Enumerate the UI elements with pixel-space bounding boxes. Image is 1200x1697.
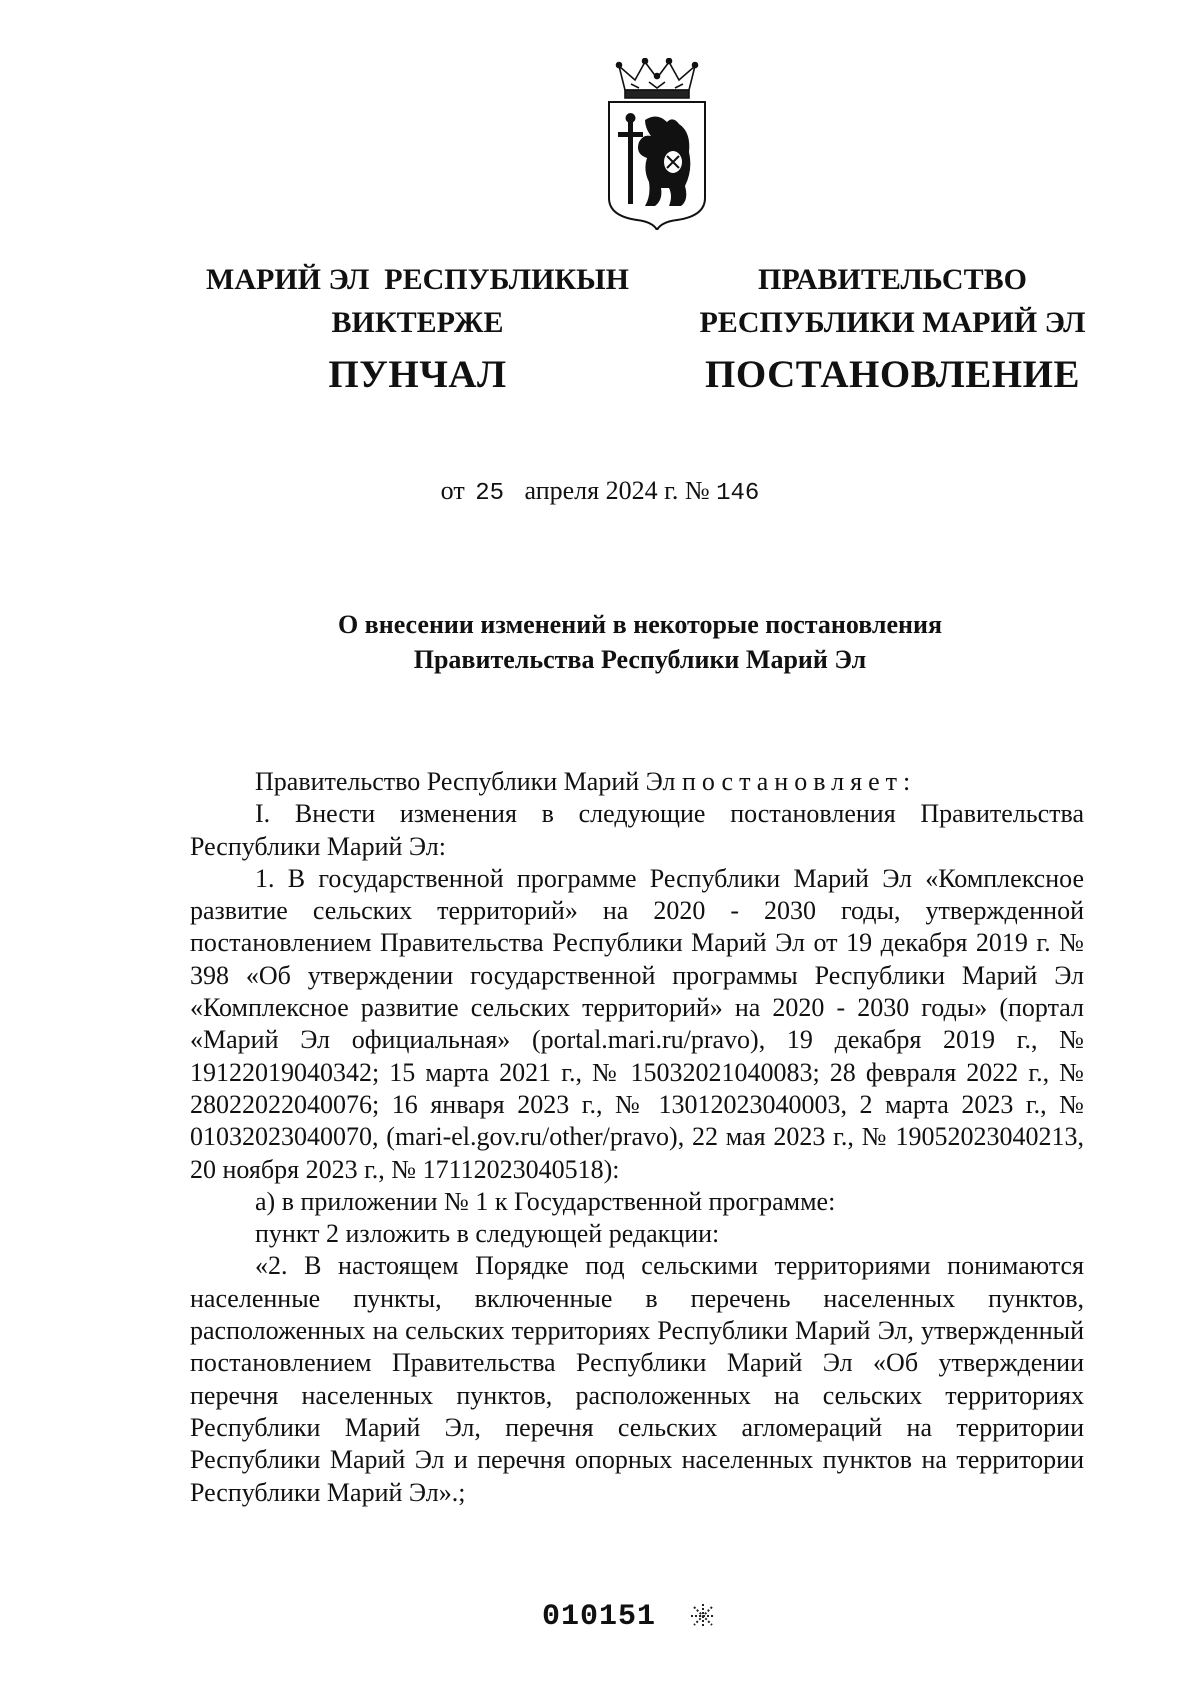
header-right-doc-type: ПОСТАНОВЛЕНИЕ	[704, 353, 1080, 396]
resolves-colon: :	[902, 767, 911, 796]
asterisk-mark-icon	[690, 1603, 716, 1629]
resolves-spaced-word: постановляет	[681, 767, 903, 796]
title-line2: Правительства Республики Марий Эл	[413, 645, 867, 674]
header-right-line1: ПРАВИТЕЛЬСТВО	[758, 263, 1027, 296]
date-prefix: от	[440, 476, 465, 505]
header-left-line2: ВИКТЕРЖЕ	[331, 306, 504, 339]
document-title	[190, 607, 1090, 677]
document-date-number	[0, 476, 1200, 507]
header-left-doc-type: ПУНЧАЛ	[328, 353, 507, 396]
coat-of-arms-emblem	[605, 58, 709, 230]
document-number: 146	[716, 480, 760, 507]
serial-number-stamp: 010151	[542, 1600, 657, 1634]
body-paragraph-2: 1. В государственной программе Республики Марий Эл «Комплексное развитие сельских территорий» на 2020 - 2030 годы, утвержденной постановлением Правительства Республики Марий Эл от 19 декабря 2019 г. № 398 «Об утверждении государственной программы Республики Марий Эл «Комплексное развитие сельских территорий» на 2020 - 2030 годы» (портал «Марий Эл официальная» (portal.mari.ru/pravo), 19 декабря 2019 г., № 19122019040342; 15 марта 2021 г., № 15032021040083; 28 февраля 2022 г., № 28022022040076; 16 января 2023 г., № 13012023040003, 2 марта 2023 г., № 01032023040070, (mari-el.gov.ru/other/pravo), 22 мая 2023 г., № 19052023040213, 20 ноября 2023 г., № 17112023040518):	[190, 863, 1084, 1184]
header-right-line2: РЕСПУБЛИКИ МАРИЙ ЭЛ	[699, 306, 1086, 339]
body-paragraph-resolves	[190, 766, 1084, 798]
header-right-russian	[690, 258, 1095, 396]
date-month-year: апреля 2024 г. №	[524, 476, 710, 505]
body-paragraph-4: пункт 2 изложить в следующей редакции:	[255, 1219, 720, 1249]
resolves-lead: Правительство Республики Марий Эл	[255, 767, 676, 796]
body-paragraph-1: I. Внести изменения в следующие постановления Правительства Республики Марий Эл:	[190, 799, 1084, 861]
header-left-mari	[190, 258, 645, 396]
title-line1: О внесении изменений в некоторые постановления	[337, 610, 943, 639]
body-paragraph-5: «2. В настоящем Порядке под сельскими территориями понимаются населенные пункты, включенные в перечень населенных пунктов, расположенных на сельских территориях Республики Марий Эл, утвержденный постановлением Правительства Республики Марий Эл «Об утверждении перечня населенных пунктов, расположенных на сельских территориях Республики Марий Эл, перечня сельских агломераций на территории Республики Марий Эл и перечня опорных населенных пунктов на территории Республики Марий Эл».;	[190, 1251, 1084, 1507]
header-left-line1: МАРИЙ ЭЛ РЕСПУБЛИКЫН	[206, 263, 629, 296]
document-body	[190, 766, 1084, 1509]
body-paragraph-3: а) в приложении № 1 к Государственной программе:	[255, 1186, 836, 1216]
date-day: 25	[475, 480, 504, 507]
